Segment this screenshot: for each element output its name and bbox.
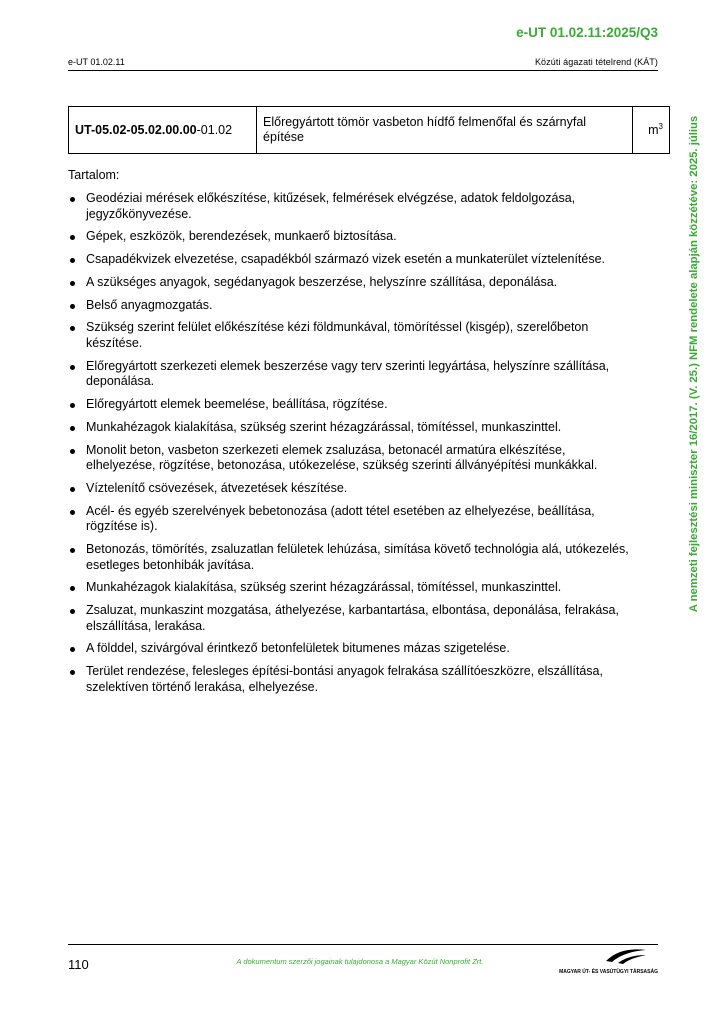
list-item: Előregyártott szerkezeti elemek beszerzése vagy terv szerinti legyártása, helyszínre szállítása, deponálása. xyxy=(68,359,638,390)
side-publication-note xyxy=(686,97,702,630)
list-item: Betonozás, tömörítés, zsaluzatlan felületek lehúzása, simítása követő technológia alá, utókezelés, esetleges betonhibák javítása. xyxy=(68,542,638,573)
header-right-title xyxy=(535,57,658,67)
logo-swoosh-icon xyxy=(604,947,648,965)
list-item: Előregyártott elemek beemelése, beállítása, rögzítése. xyxy=(68,397,638,413)
copyright-note: A dokumentum szerzői jogainak tulajdonosa a Magyar Közút Nonprofit Zrt. xyxy=(236,957,484,966)
list-item: Munkahézagok kialakítása, szükség szerint hézagzárással, tömítéssel, munkaszinttel. xyxy=(68,580,638,596)
document-code: e-UT 01.02.11:2025/Q3 xyxy=(516,25,658,40)
item-code-main: UT-05.02-05.02.00.00 xyxy=(75,123,197,137)
list-item: Zsaluzat, munkaszint mozgatása, áthelyezése, karbantartása, elbontása, deponálása, felrakása, elszállítása, lerakása. xyxy=(68,603,638,634)
list-item: Acél- és egyéb szerelvények bebetonozása (adott tétel esetében az elhelyezése, beállítása, rögzítése is). xyxy=(68,504,638,535)
item-code-suffix: -01.02 xyxy=(196,123,233,137)
unit-base: m xyxy=(648,123,659,138)
list-item: Terület rendezése, felesleges építési-bontási anyagok felrakása szállítóeszközre, elszállítása, szelektíven történő lerakása, elhelyezése. xyxy=(68,664,638,695)
company-logo xyxy=(558,947,658,975)
item-table xyxy=(68,106,670,154)
list-item: A szükséges anyagok, segédanyagok beszerzése, helyszínre szállítása, deponálása. xyxy=(68,275,638,291)
list-item: Munkahézagok kialakítása, szükség szerint hézagzárással, tömítéssel, munkaszinttel. xyxy=(68,420,638,436)
side-note-text: A nemzeti fejlesztési miniszter 16/2017. (V. 25.) NFM rendelete alapján közzétéve: 2025. július xyxy=(688,115,700,612)
footer-divider xyxy=(68,944,658,945)
header-right-text: Közúti ágazati tételrend (KÁT) xyxy=(534,57,658,67)
item-code xyxy=(69,107,257,154)
list-item: Csapadékvizek elvezetése, csapadékból származó vizek esetén a munkaterület víztelenítése. xyxy=(68,252,638,268)
header-left-code: e-UT 01.02.11 xyxy=(68,57,125,67)
list-item: Belső anyagmozgatás. xyxy=(68,298,638,314)
unit-exponent: 3 xyxy=(658,122,663,132)
list-item: Geodéziai mérések előkészítése, kitűzések, felmérések elvégzése, adatok feldolgozása, jegyzőkönyvezése. xyxy=(68,191,638,222)
list-item: A földdel, szivárgóval érintkező betonfelületek bitumenes mázas szigetelése. xyxy=(68,641,638,657)
contents-label: Tartalom: xyxy=(68,168,120,182)
list-item: Gépek, eszközök, berendezések, munkaerő biztosítása. xyxy=(68,229,638,245)
header-divider xyxy=(68,70,658,71)
page-number: 110 xyxy=(68,957,89,972)
list-item: Szükség szerint felület előkészítése kézi földmunkával, tömörítéssel (kisgép), szerelőbeton készítése. xyxy=(68,320,638,351)
list-item: Víztelenítő csövezések, átvezetések készítése. xyxy=(68,481,638,497)
item-description: Előregyártott tömör vasbeton hídfő felmenőfal és szárnyfal építése xyxy=(257,107,633,154)
item-row xyxy=(69,107,670,154)
item-unit xyxy=(633,107,670,154)
list-item: Monolit beton, vasbeton szerkezeti elemek zsaluzása, betonacél armatúra elkészítése, elhelyezése, rögzítése, betonozása, utókezelése, szükség szerinti állványépítési munkákkal. xyxy=(68,443,638,474)
contents-list xyxy=(68,191,638,703)
logo-text: MAGYAR ÚT- ÉS VASÚTÜGYI TÁRSASÁG xyxy=(559,969,658,975)
